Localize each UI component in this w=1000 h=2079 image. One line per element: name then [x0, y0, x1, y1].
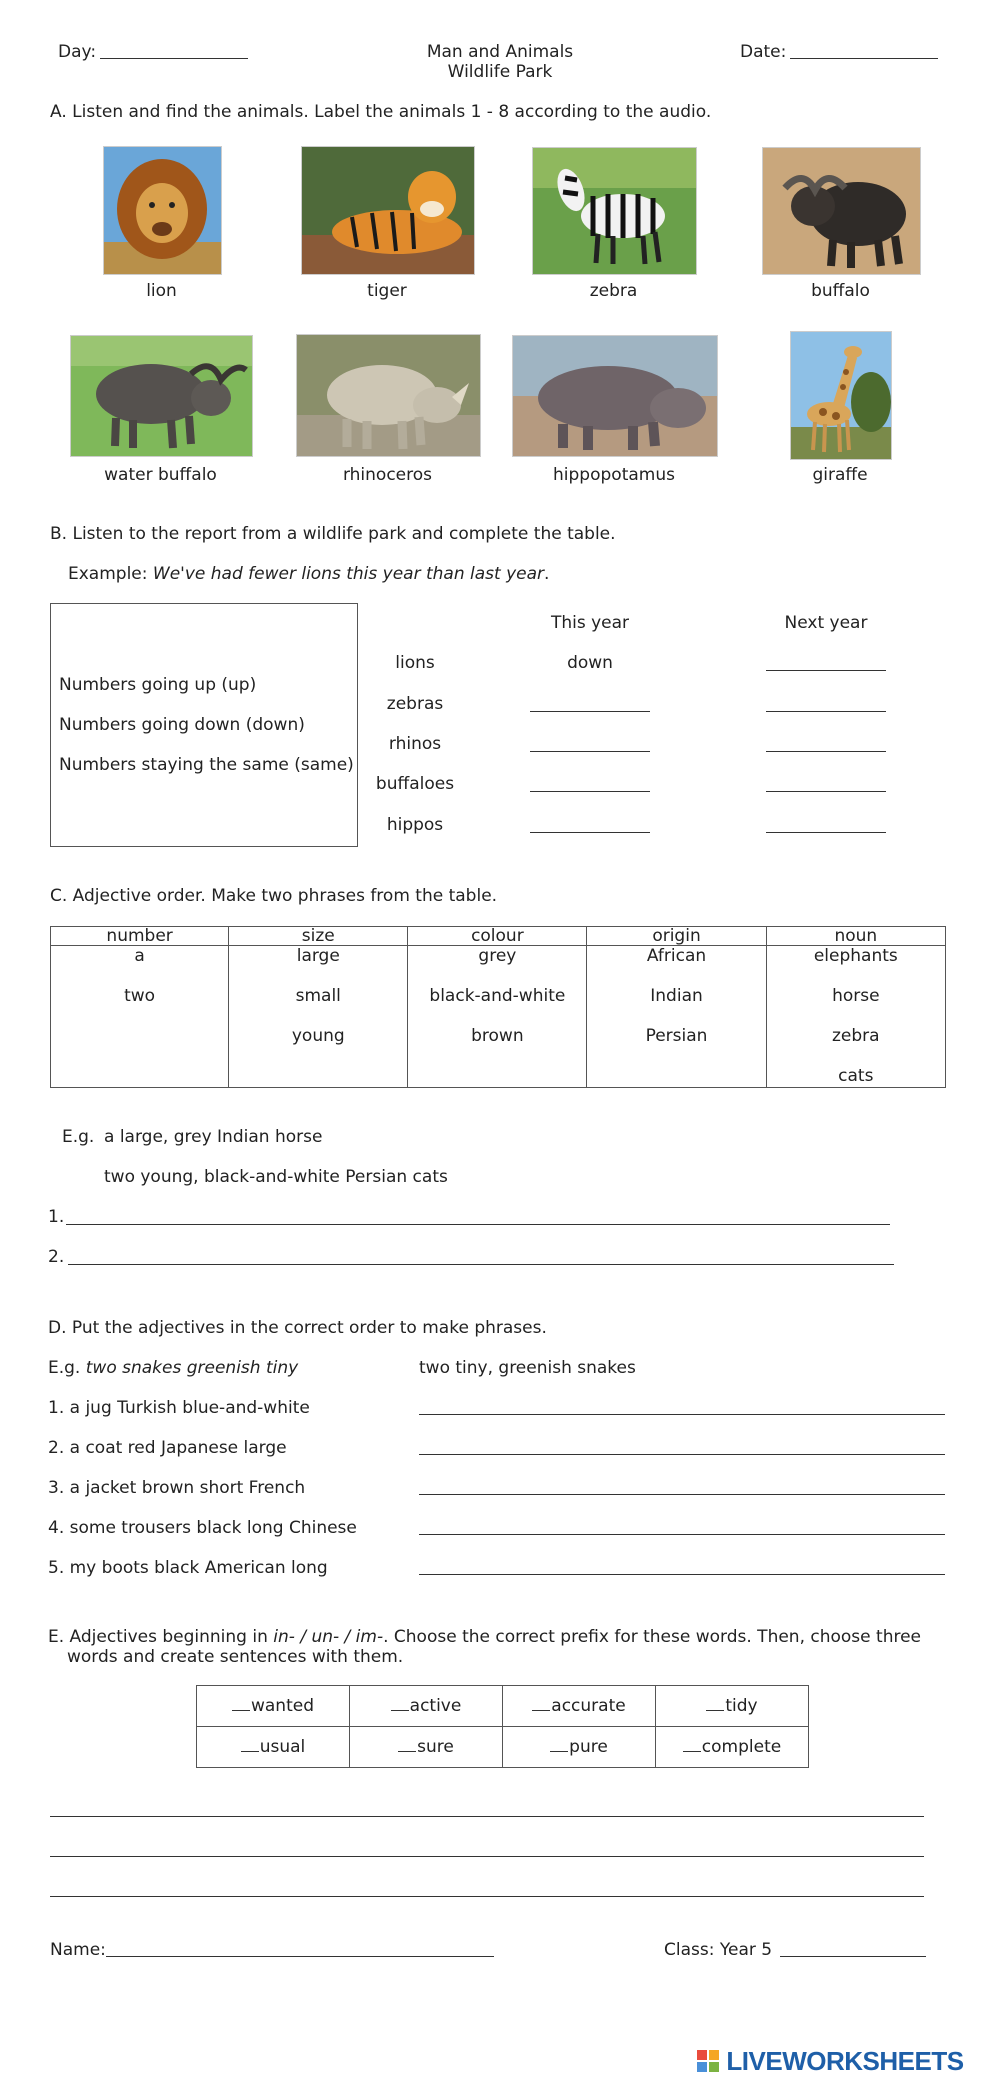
cell-small: small [295, 986, 341, 1006]
sectionD-item-1: 1. a jug Turkish blue-and-white [48, 1398, 310, 1418]
zebra-photo [532, 147, 697, 275]
animal-label-rhinoceros: rhinoceros [342, 465, 433, 485]
class-input-line[interactable] [780, 1956, 926, 1957]
colour-column [408, 946, 587, 1088]
header-number: number [51, 927, 229, 946]
header-noun: noun [766, 927, 945, 946]
sectionD-answer-1[interactable] [419, 1414, 945, 1415]
sectionB-example [68, 564, 549, 584]
name-label: Name: [50, 1940, 106, 1960]
animal-label-water-buffalo: water buffalo [104, 465, 217, 485]
sectionD-item-5: 5. my boots black American long [48, 1558, 328, 1578]
size-column [229, 946, 408, 1088]
sectionC-eg1: a large, grey Indian horse [104, 1127, 323, 1147]
row-label-hippos: hippos [386, 815, 444, 835]
liveworksheets-logo-icon [697, 2050, 721, 2074]
row-label-buffaloes: buffaloes [375, 774, 455, 794]
sectionC-eg-label: E.g. [62, 1127, 95, 1147]
cell-persian: Persian [645, 1026, 708, 1046]
example-text: We've had fewer lions this year than last year [152, 564, 545, 584]
sectionD-answer-2[interactable] [419, 1454, 945, 1455]
title-line2: Wildlife Park [447, 62, 553, 82]
cell-zebra: zebra [832, 1026, 880, 1046]
cell-two: two [124, 986, 156, 1006]
sectionD-answer-5[interactable] [419, 1574, 945, 1575]
sectionB-instruction: B. Listen to the report from a wildlife park and complete the table. [50, 524, 616, 544]
animal-label-lion: lion [146, 281, 177, 301]
sectionD-eg-answer: two tiny, greenish snakes [419, 1358, 636, 1378]
key-up: Numbers going up (up) [59, 675, 257, 695]
sectionC-eg2: two young, black-and-white Persian cats [104, 1167, 448, 1187]
number-column [51, 946, 229, 1088]
giraffe-photo [790, 331, 892, 460]
lions-this-year-value: down [567, 653, 613, 673]
prefix-word-usual[interactable]: usual [197, 1727, 350, 1768]
sectionD-item-2: 2. a coat red Japanese large [48, 1438, 287, 1458]
example-label: Example: [68, 564, 148, 584]
header-size: size [229, 927, 408, 946]
sectionC-answer2-line[interactable] [68, 1264, 894, 1265]
rhinos-next-year-blank[interactable] [766, 751, 886, 752]
header-colour: colour [408, 927, 587, 946]
header-origin: origin [587, 927, 766, 946]
buffalo-photo [762, 147, 921, 275]
col-next-year: Next year [784, 613, 868, 633]
sectionD-item-3: 3. a jacket brown short French [48, 1478, 306, 1498]
prefix-word-sure[interactable]: sure [350, 1727, 503, 1768]
prefix-word-wanted[interactable]: wanted [197, 1686, 350, 1727]
day-input-line[interactable] [100, 58, 248, 59]
prefix-word-active[interactable]: active [350, 1686, 503, 1727]
cell-black-and-white: black-and-white [429, 986, 566, 1006]
sectionD-eg-prompt: two snakes greenish tiny [85, 1358, 299, 1378]
cell-cats: cats [838, 1066, 874, 1086]
sectionE-instr-post: . Choose the correct prefix for these words. Then, choose three [383, 1627, 922, 1647]
prefix-word-pure[interactable]: pure [503, 1727, 656, 1768]
sectionC-num2: 2. [48, 1247, 65, 1267]
sectionE-instr-pre: E. Adjectives beginning in [48, 1627, 268, 1647]
buffaloes-this-year-blank[interactable] [530, 791, 650, 792]
cell-african: African [646, 946, 707, 966]
zebras-this-year-blank[interactable] [530, 711, 650, 712]
row-label-lions: lions [395, 653, 435, 673]
animal-label-buffalo: buffalo [811, 281, 870, 301]
sectionD-item-4: 4. some trousers black long Chinese [48, 1518, 357, 1538]
sectionE-instruction-line2: words and create sentences with them. [67, 1647, 404, 1667]
rhinos-this-year-blank[interactable] [530, 751, 650, 752]
col-this-year: This year [550, 613, 630, 633]
sectionD-answer-4[interactable] [419, 1534, 945, 1535]
prefix-word-accurate[interactable]: accurate [503, 1686, 656, 1727]
adjective-order-table [50, 926, 946, 1088]
cell-indian: Indian [650, 986, 703, 1006]
sectionC-answer1-line[interactable] [66, 1224, 890, 1225]
prefix-table [196, 1685, 809, 1768]
cell-grey: grey [478, 946, 517, 966]
sectionE-instruction [48, 1627, 921, 1647]
noun-column [766, 946, 945, 1088]
sectionD-eg [48, 1358, 298, 1378]
key-down: Numbers going down (down) [59, 715, 305, 735]
sectionC-num1: 1. [48, 1207, 65, 1227]
sectionD-instruction: D. Put the adjectives in the correct order to make phrases. [48, 1318, 547, 1338]
sentence-line-1[interactable] [50, 1816, 924, 1817]
cell-elephants: elephants [813, 946, 898, 966]
animal-label-giraffe: giraffe [812, 465, 868, 485]
animal-label-hippopotamus: hippopotamus [553, 465, 675, 485]
buffaloes-next-year-blank[interactable] [766, 791, 886, 792]
sentence-line-3[interactable] [50, 1896, 924, 1897]
sectionD-answer-3[interactable] [419, 1494, 945, 1495]
cell-a: a [134, 946, 145, 966]
date-label: Date: [740, 42, 787, 62]
zebras-next-year-blank[interactable] [766, 711, 886, 712]
liveworksheets-logo [697, 2046, 964, 2076]
title-line1: Man and Animals [426, 42, 574, 62]
hippos-this-year-blank[interactable] [530, 832, 650, 833]
date-input-line[interactable] [790, 58, 938, 59]
lion-photo [103, 146, 222, 275]
animal-label-tiger: tiger [367, 281, 407, 301]
cell-young: young [291, 1026, 345, 1046]
row-label-rhinos: rhinos [388, 734, 442, 754]
sectionD-eg-label: E.g. [48, 1358, 81, 1378]
sectionE-prefixes: in- / un- / im- [273, 1627, 384, 1647]
row-label-zebras: zebras [386, 694, 444, 714]
example-end: . [544, 564, 550, 584]
name-input-line[interactable] [106, 1956, 494, 1957]
brand-text: LIVEWORKSHEETS [726, 2046, 964, 2076]
sectionA-instruction: A. Listen and find the animals. Label the animals 1 - 8 according to the audio. [50, 102, 712, 122]
hippos-next-year-blank[interactable] [766, 832, 886, 833]
origin-column [587, 946, 766, 1088]
sentence-line-2[interactable] [50, 1856, 924, 1857]
cell-brown: brown [471, 1026, 524, 1046]
rhinoceros-photo [296, 334, 481, 457]
lions-next-year-blank[interactable] [766, 670, 886, 671]
sectionC-instruction: C. Adjective order. Make two phrases from the table. [50, 886, 498, 906]
day-label: Day: [58, 42, 97, 62]
class-label: Class: Year 5 [664, 1940, 773, 1960]
hippopotamus-photo [512, 335, 718, 457]
cell-large: large [296, 946, 340, 966]
animal-label-zebra: zebra [589, 281, 638, 301]
key-same: Numbers staying the same (same) [59, 755, 354, 775]
prefix-word-tidy[interactable]: tidy [656, 1686, 809, 1727]
cell-horse: horse [832, 986, 880, 1006]
prefix-word-complete[interactable]: complete [656, 1727, 809, 1768]
tiger-photo [301, 146, 475, 275]
water-buffalo-photo [70, 335, 253, 457]
